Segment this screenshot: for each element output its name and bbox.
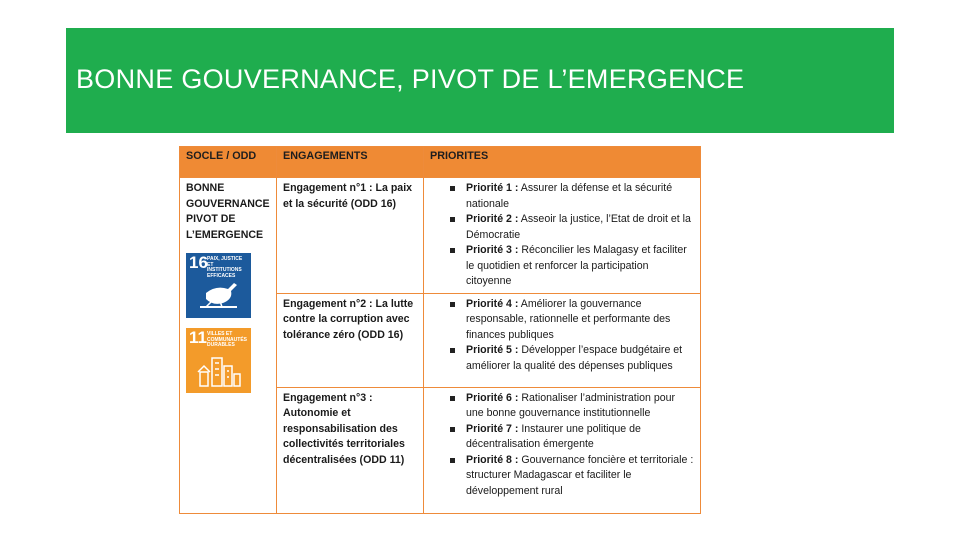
priority-text: Développer l’espace budgétaire et améliorer la qualité des dépenses publiques [466, 344, 683, 372]
slide-title: BONNE GOUVERNANCE, PIVOT DE L’EMERGENCE [76, 64, 745, 94]
square-bullet-icon [450, 248, 455, 253]
engagement-cell [277, 387, 424, 513]
socle-line: BONNE [186, 182, 225, 194]
sdg11-badge [186, 328, 251, 393]
city-buildings-icon [186, 328, 251, 393]
sdg16-number: 16 [189, 253, 208, 272]
socle-title [186, 181, 270, 243]
socle-line: GOUVERNANCE [186, 197, 270, 210]
sdg16-label-line: ET INSTITUTIONS [207, 261, 242, 274]
socle-cell [180, 178, 277, 514]
engagement-desc: Autonomie et responsabilisation des collectivités territoriales décentralisées (ODD 11) [283, 407, 405, 466]
engagement-title: Engagement n°2 : [283, 297, 376, 310]
list-item [430, 453, 694, 500]
square-bullet-icon [450, 302, 455, 307]
list-item [430, 243, 694, 290]
engagement-text [283, 391, 417, 469]
socle-line: L’EMERGENCE [186, 228, 264, 241]
list-item [430, 297, 694, 344]
sdg16-badge [186, 253, 251, 318]
list-item [430, 212, 694, 243]
table-header-row [180, 147, 701, 178]
square-bullet-icon [450, 396, 455, 401]
priority-text: Gouvernance foncière et territoriale : structurer Madagascar et faciliter le développement rural [466, 453, 694, 497]
priorities-cell [424, 387, 701, 513]
priorities-list [430, 181, 694, 290]
sdg11-label-line: VILLES ET [207, 331, 233, 337]
list-item [430, 391, 694, 422]
priority-text: Rationaliser l’administration pour une bonne gouvernance institutionnelle [466, 391, 676, 419]
list-item [430, 343, 694, 374]
dove-gavel-icon [186, 253, 251, 318]
engagement-desc: La paix et la sécurité (ODD 16) [283, 182, 413, 210]
engagement-desc: La lutte contre la corruption avec tolérance zéro (ODD 16) [283, 297, 414, 341]
header-priorites: PRIORITES [424, 147, 701, 178]
engagement-text [283, 181, 417, 212]
square-bullet-icon [450, 427, 455, 432]
sdg16-label-line: PAIX, JUSTICE [207, 256, 243, 262]
priority-text: Instaurer une politique de décentralisation émergente [466, 422, 641, 450]
sdg16-label-line: EFFICACES [207, 272, 236, 279]
header-engagements: ENGAGEMENTS [277, 147, 424, 178]
engagement-cell [277, 293, 424, 387]
table-row [180, 178, 701, 294]
sdg11-label-line: DURABLES [207, 342, 235, 349]
priority-text: Améliorer la gouvernance responsable, rationnelle et performante des finances publiques [466, 297, 671, 341]
header-socle: SOCLE / ODD [180, 147, 277, 178]
socle-line: PIVOT DE [186, 213, 236, 225]
priority-key: Priorité 7 : [466, 422, 519, 435]
priority-text: Asseoir la justice, l’Etat de droit et la Démocratie [466, 213, 691, 241]
priority-text: Assurer la défense et la sécurité nationale [466, 182, 673, 210]
square-bullet-icon [450, 458, 455, 463]
priority-key: Priorité 8 : [466, 453, 519, 466]
engagement-title: Engagement n°1 : [283, 182, 376, 194]
engagement-text [283, 297, 417, 344]
title-banner [66, 28, 894, 133]
priority-key: Priorité 5 : [466, 344, 519, 356]
priorities-list [430, 391, 694, 500]
priority-text: Réconcilier les Malagasy et faciliter le quotidien et renforcer la participation citoyenne [466, 244, 687, 287]
priorities-list [430, 297, 694, 375]
sdg11-label-line: COMMUNAUTÉS [207, 336, 247, 343]
priority-key: Priorité 6 : [466, 391, 519, 404]
priority-key: Priorité 2 : [466, 213, 519, 225]
sdg11-number: 11 [189, 328, 207, 347]
priority-key: Priorité 1 : [466, 182, 519, 194]
engagement-title: Engagement n°3 : [283, 391, 373, 404]
list-item [430, 422, 694, 453]
priorities-cell [424, 293, 701, 387]
list-item [430, 181, 694, 212]
square-bullet-icon [450, 217, 455, 222]
square-bullet-icon [450, 348, 455, 353]
priority-key: Priorité 3 : [466, 244, 519, 256]
priorities-cell [424, 178, 701, 294]
priorities-table [179, 146, 701, 514]
engagement-cell [277, 178, 424, 294]
square-bullet-icon [450, 186, 455, 191]
priority-key: Priorité 4 : [466, 297, 519, 310]
